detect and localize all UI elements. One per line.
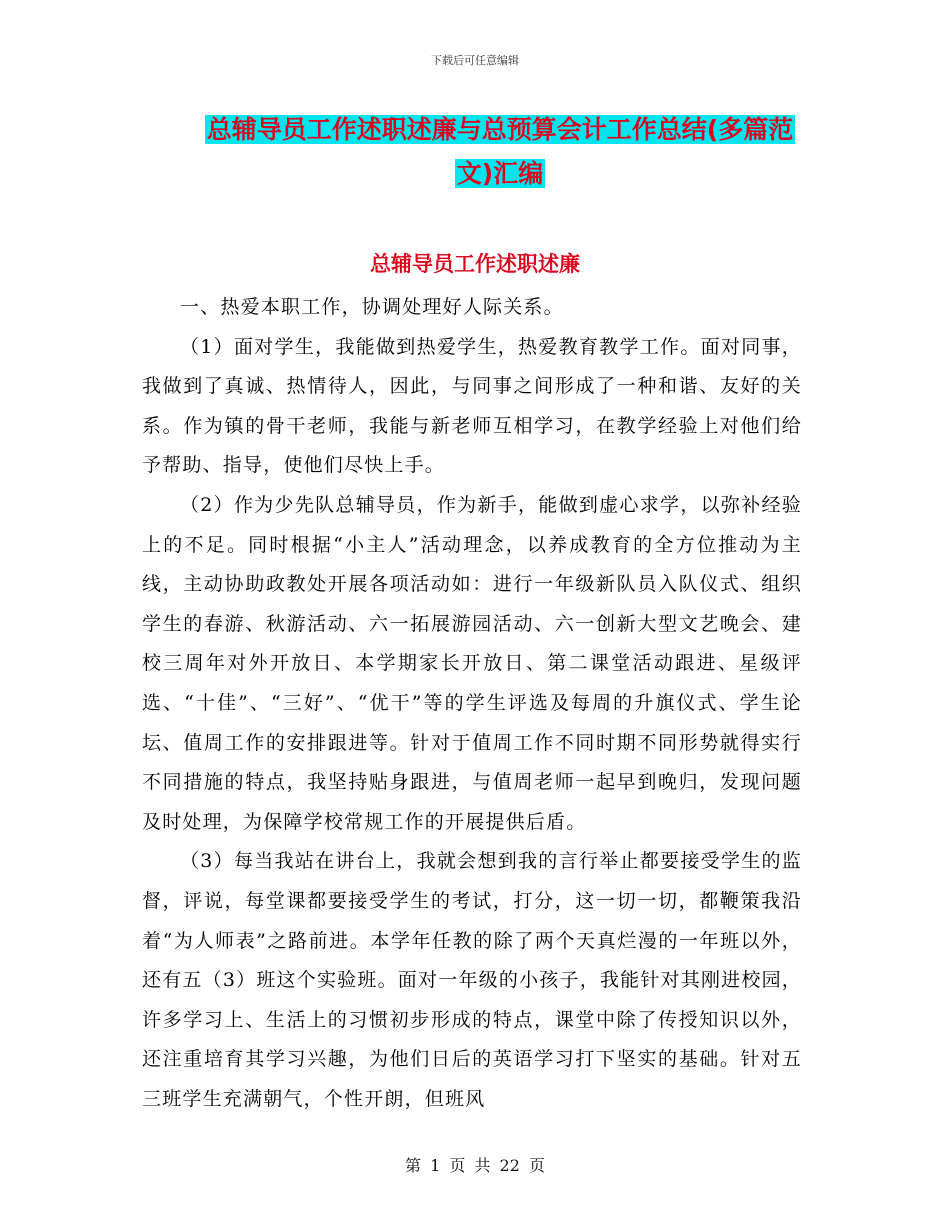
page-number-footer: 第 1 页 共 22 页 xyxy=(405,1156,545,1175)
document-title-line2: 文)汇编 xyxy=(456,159,544,188)
paragraph-4: （3）每当我站在讲台上，我就会想到我的言行举止都要接受学生的监督，评说，每堂课都要接受学生的考试，打分，这一切一切，都鞭策我沿着“为人师表”之路前进。本学年任教的除了两个天真烂漫的一年班以外，还有五（3）班这个实验班。面对一年级的小孩子，我能针对其刚进校园，许多学习上、生活上的习惯初步形成的特点，课堂中除了传授知识以外，还注重培育其学习兴趣，为他们日后的英语学习打下坚实的基础。针对五三班学生充满朝气，个性开朗，但班风 xyxy=(142,850,802,1110)
section-title: 总辅导员工作述职述廉 xyxy=(370,252,580,276)
paragraph-2: （1）面对学生，我能做到热爱学生，热爱教育教学工作。面对同事，我做到了真诚、热情待人，因此，与同事之间形成了一种和谐、友好的关系。作为镇的骨干老师，我能与新老师互相学习，在教学经验上对他们给予帮助、指导，使他们尽快上手。 xyxy=(142,335,802,477)
document-body xyxy=(142,288,802,1119)
paragraph-3: （2）作为少先队总辅导员，作为新手，能做到虚心求学，以弥补经验上的不足。同时根据“小主人”活动理念，以养成教育的全方位推动为主线，主动协助政教处开展各项活动如：进行一年级新队员入队仪式、组织学生的春游、秋游活动、六一拓展游园活动、六一创新大型文艺晚会、建校三周年对外开放日、本学期家长开放日、第二课堂活动跟进、星级评选、“十佳”、“三好”、“优干”等的学生评选及每周的升旗仪式、学生论坛、值周工作的安排跟进等。针对于值周工作不同时期不同形势就得实行不同措施的特点，我坚持贴身跟进，与值周老师一起早到晚归，发现问题及时处理，为保障学校常规工作的开展提供后盾。 xyxy=(142,493,802,833)
paragraph-1: 一、热爱本职工作，协调处理好人际关系。 xyxy=(180,296,564,318)
document-title-line1: 总辅导员工作述职述廉与总预算会计工作总结(多篇范 xyxy=(206,115,794,144)
document-title xyxy=(185,108,815,196)
header-note: 下载后可任意编辑 xyxy=(431,54,519,67)
